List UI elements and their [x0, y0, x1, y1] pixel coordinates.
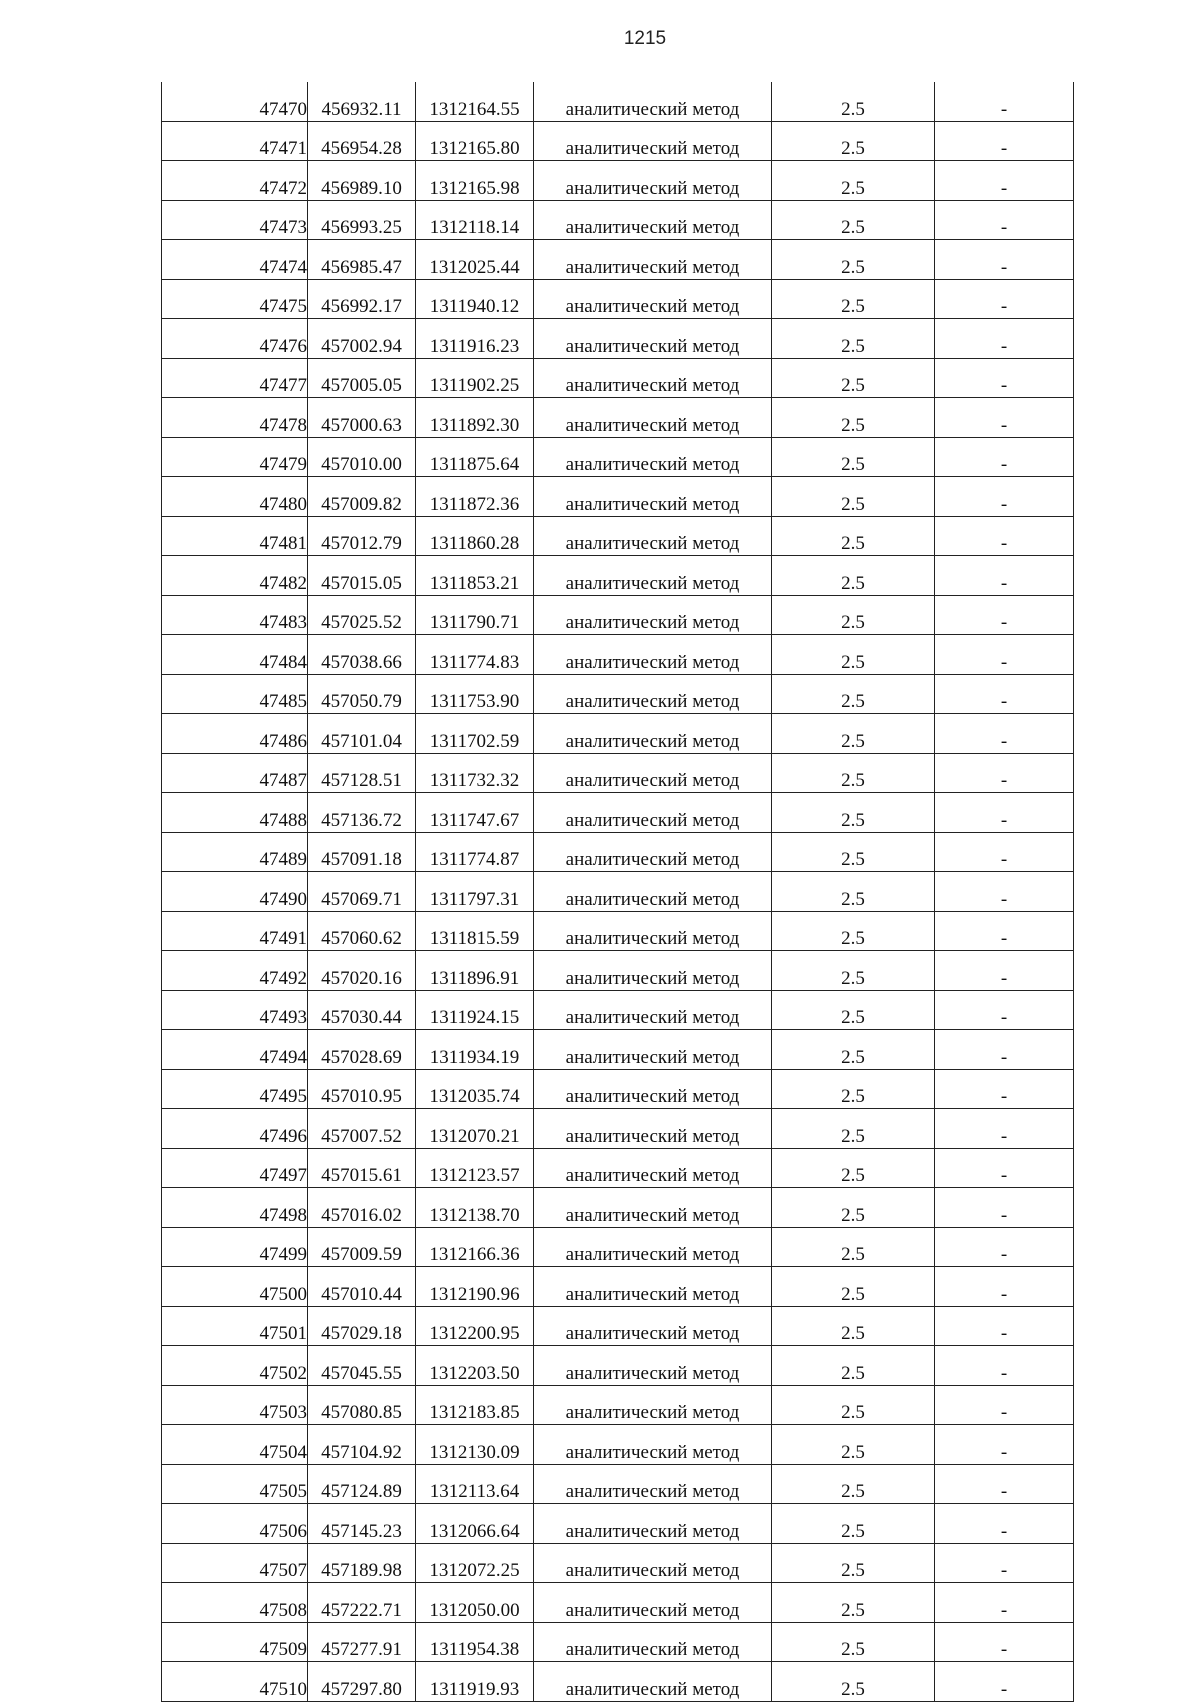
note-cell: -	[935, 911, 1074, 951]
accuracy-cell: 2.5	[772, 1346, 935, 1386]
table-row	[162, 1425, 1074, 1465]
y-coordinate-cell: 1312165.98	[416, 161, 534, 201]
method-cell: аналитический метод	[534, 911, 772, 951]
note-cell: -	[935, 1109, 1074, 1149]
point-number-cell: 47507	[162, 1543, 308, 1583]
table-row	[162, 358, 1074, 398]
method-cell: аналитический метод	[534, 121, 772, 161]
accuracy-cell: 2.5	[772, 82, 935, 121]
point-number-cell: 47479	[162, 437, 308, 477]
accuracy-cell: 2.5	[772, 1267, 935, 1307]
table-row	[162, 1385, 1074, 1425]
accuracy-cell: 2.5	[772, 1385, 935, 1425]
y-coordinate-cell: 1311902.25	[416, 358, 534, 398]
accuracy-cell: 2.5	[772, 1188, 935, 1228]
table-row	[162, 1188, 1074, 1228]
point-number-cell: 47506	[162, 1504, 308, 1544]
method-cell: аналитический метод	[534, 1227, 772, 1267]
note-cell: -	[935, 1148, 1074, 1188]
x-coordinate-cell: 457222.71	[308, 1583, 416, 1623]
point-number-cell: 47476	[162, 319, 308, 359]
y-coordinate-cell: 1312165.80	[416, 121, 534, 161]
x-coordinate-cell: 457101.04	[308, 714, 416, 754]
note-cell: -	[935, 1306, 1074, 1346]
accuracy-cell: 2.5	[772, 437, 935, 477]
x-coordinate-cell: 457005.05	[308, 358, 416, 398]
table-row	[162, 990, 1074, 1030]
accuracy-cell: 2.5	[772, 1227, 935, 1267]
note-cell: -	[935, 319, 1074, 359]
point-number-cell: 47485	[162, 674, 308, 714]
accuracy-cell: 2.5	[772, 200, 935, 240]
accuracy-cell: 2.5	[772, 832, 935, 872]
accuracy-cell: 2.5	[772, 595, 935, 635]
note-cell: -	[935, 161, 1074, 201]
point-number-cell: 47504	[162, 1425, 308, 1465]
note-cell: -	[935, 1385, 1074, 1425]
accuracy-cell: 2.5	[772, 1464, 935, 1504]
point-number-cell: 47498	[162, 1188, 308, 1228]
table-row	[162, 437, 1074, 477]
y-coordinate-cell: 1311815.59	[416, 911, 534, 951]
y-coordinate-cell: 1311732.32	[416, 753, 534, 793]
y-coordinate-cell: 1312118.14	[416, 200, 534, 240]
note-cell: -	[935, 1188, 1074, 1228]
table-row	[162, 714, 1074, 754]
x-coordinate-cell: 457069.71	[308, 872, 416, 912]
accuracy-cell: 2.5	[772, 911, 935, 951]
y-coordinate-cell: 1311934.19	[416, 1030, 534, 1070]
method-cell: аналитический метод	[534, 1583, 772, 1623]
x-coordinate-cell: 457038.66	[308, 635, 416, 675]
note-cell: -	[935, 82, 1074, 121]
note-cell: -	[935, 1227, 1074, 1267]
point-number-cell: 47470	[162, 82, 308, 121]
note-cell: -	[935, 1543, 1074, 1583]
accuracy-cell: 2.5	[772, 1148, 935, 1188]
note-cell: -	[935, 200, 1074, 240]
x-coordinate-cell: 457060.62	[308, 911, 416, 951]
x-coordinate-cell: 457012.79	[308, 516, 416, 556]
method-cell: аналитический метод	[534, 1504, 772, 1544]
x-coordinate-cell: 456932.11	[308, 82, 416, 121]
note-cell: -	[935, 635, 1074, 675]
note-cell: -	[935, 951, 1074, 991]
point-number-cell: 47497	[162, 1148, 308, 1188]
point-number-cell: 47481	[162, 516, 308, 556]
accuracy-cell: 2.5	[772, 1662, 935, 1702]
x-coordinate-cell: 457277.91	[308, 1622, 416, 1662]
y-coordinate-cell: 1311875.64	[416, 437, 534, 477]
accuracy-cell: 2.5	[772, 951, 935, 991]
note-cell: -	[935, 1267, 1074, 1307]
point-number-cell: 47475	[162, 279, 308, 319]
method-cell: аналитический метод	[534, 1267, 772, 1307]
point-number-cell: 47508	[162, 1583, 308, 1623]
x-coordinate-cell: 457002.94	[308, 319, 416, 359]
note-cell: -	[935, 832, 1074, 872]
method-cell: аналитический метод	[534, 1030, 772, 1070]
x-coordinate-cell: 457009.59	[308, 1227, 416, 1267]
accuracy-cell: 2.5	[772, 793, 935, 833]
note-cell: -	[935, 358, 1074, 398]
method-cell: аналитический метод	[534, 872, 772, 912]
point-number-cell: 47473	[162, 200, 308, 240]
x-coordinate-cell: 457128.51	[308, 753, 416, 793]
table-row	[162, 1109, 1074, 1149]
accuracy-cell: 2.5	[772, 1622, 935, 1662]
x-coordinate-cell: 457015.05	[308, 556, 416, 596]
method-cell: аналитический метод	[534, 358, 772, 398]
point-number-cell: 47490	[162, 872, 308, 912]
method-cell: аналитический метод	[534, 832, 772, 872]
note-cell: -	[935, 516, 1074, 556]
note-cell: -	[935, 1504, 1074, 1544]
point-number-cell: 47499	[162, 1227, 308, 1267]
accuracy-cell: 2.5	[772, 161, 935, 201]
note-cell: -	[935, 872, 1074, 912]
table-row	[162, 161, 1074, 201]
y-coordinate-cell: 1311924.15	[416, 990, 534, 1030]
point-number-cell: 47493	[162, 990, 308, 1030]
method-cell: аналитический метод	[534, 437, 772, 477]
method-cell: аналитический метод	[534, 1188, 772, 1228]
y-coordinate-cell: 1312166.36	[416, 1227, 534, 1267]
point-number-cell: 47509	[162, 1622, 308, 1662]
y-coordinate-cell: 1311774.83	[416, 635, 534, 675]
method-cell: аналитический метод	[534, 1622, 772, 1662]
y-coordinate-cell: 1312066.64	[416, 1504, 534, 1544]
note-cell: -	[935, 398, 1074, 438]
method-cell: аналитический метод	[534, 595, 772, 635]
x-coordinate-cell: 457124.89	[308, 1464, 416, 1504]
method-cell: аналитический метод	[534, 793, 772, 833]
method-cell: аналитический метод	[534, 674, 772, 714]
y-coordinate-cell: 1312164.55	[416, 82, 534, 121]
table-row	[162, 1662, 1074, 1702]
accuracy-cell: 2.5	[772, 398, 935, 438]
note-cell: -	[935, 1425, 1074, 1465]
point-number-cell: 47477	[162, 358, 308, 398]
point-number-cell: 47483	[162, 595, 308, 635]
note-cell: -	[935, 990, 1074, 1030]
point-number-cell: 47494	[162, 1030, 308, 1070]
note-cell: -	[935, 240, 1074, 280]
point-number-cell: 47488	[162, 793, 308, 833]
y-coordinate-cell: 1312050.00	[416, 1583, 534, 1623]
note-cell: -	[935, 1030, 1074, 1070]
y-coordinate-cell: 1312123.57	[416, 1148, 534, 1188]
point-number-cell: 47486	[162, 714, 308, 754]
point-number-cell: 47482	[162, 556, 308, 596]
y-coordinate-cell: 1312113.64	[416, 1464, 534, 1504]
method-cell: аналитический метод	[534, 556, 772, 596]
table-row	[162, 1504, 1074, 1544]
x-coordinate-cell: 457030.44	[308, 990, 416, 1030]
y-coordinate-cell: 1311916.23	[416, 319, 534, 359]
table-row	[162, 1148, 1074, 1188]
method-cell: аналитический метод	[534, 1425, 772, 1465]
accuracy-cell: 2.5	[772, 516, 935, 556]
accuracy-cell: 2.5	[772, 1306, 935, 1346]
note-cell: -	[935, 477, 1074, 517]
accuracy-cell: 2.5	[772, 1425, 935, 1465]
method-cell: аналитический метод	[534, 1385, 772, 1425]
table-row	[162, 516, 1074, 556]
accuracy-cell: 2.5	[772, 1543, 935, 1583]
method-cell: аналитический метод	[534, 753, 772, 793]
table-row	[162, 240, 1074, 280]
accuracy-cell: 2.5	[772, 1504, 935, 1544]
table-row	[162, 82, 1074, 121]
x-coordinate-cell: 457145.23	[308, 1504, 416, 1544]
point-number-cell: 47503	[162, 1385, 308, 1425]
note-cell: -	[935, 556, 1074, 596]
method-cell: аналитический метод	[534, 635, 772, 675]
point-number-cell: 47505	[162, 1464, 308, 1504]
x-coordinate-cell: 457000.63	[308, 398, 416, 438]
note-cell: -	[935, 121, 1074, 161]
point-number-cell: 47471	[162, 121, 308, 161]
x-coordinate-cell: 457029.18	[308, 1306, 416, 1346]
page-number: 1215	[623, 28, 667, 49]
note-cell: -	[935, 595, 1074, 635]
table-row	[162, 477, 1074, 517]
note-cell: -	[935, 1346, 1074, 1386]
table-row	[162, 1267, 1074, 1307]
point-number-cell: 47510	[162, 1662, 308, 1702]
accuracy-cell: 2.5	[772, 1583, 935, 1623]
method-cell: аналитический метод	[534, 714, 772, 754]
note-cell: -	[935, 793, 1074, 833]
method-cell: аналитический метод	[534, 1306, 772, 1346]
y-coordinate-cell: 1312035.74	[416, 1069, 534, 1109]
point-number-cell: 47496	[162, 1109, 308, 1149]
y-coordinate-cell: 1311853.21	[416, 556, 534, 596]
method-cell: аналитический метод	[534, 990, 772, 1030]
method-cell: аналитический метод	[534, 398, 772, 438]
accuracy-cell: 2.5	[772, 240, 935, 280]
method-cell: аналитический метод	[534, 82, 772, 121]
x-coordinate-cell: 456993.25	[308, 200, 416, 240]
y-coordinate-cell: 1312203.50	[416, 1346, 534, 1386]
table-row	[162, 1069, 1074, 1109]
x-coordinate-cell: 456989.10	[308, 161, 416, 201]
method-cell: аналитический метод	[534, 240, 772, 280]
x-coordinate-cell: 457045.55	[308, 1346, 416, 1386]
point-number-cell: 47492	[162, 951, 308, 991]
method-cell: аналитический метод	[534, 161, 772, 201]
method-cell: аналитический метод	[534, 1464, 772, 1504]
accuracy-cell: 2.5	[772, 279, 935, 319]
x-coordinate-cell: 457091.18	[308, 832, 416, 872]
table-row	[162, 1346, 1074, 1386]
table-row	[162, 1583, 1074, 1623]
note-cell: -	[935, 437, 1074, 477]
table-row	[162, 911, 1074, 951]
x-coordinate-cell: 457007.52	[308, 1109, 416, 1149]
method-cell: аналитический метод	[534, 516, 772, 556]
method-cell: аналитический метод	[534, 477, 772, 517]
x-coordinate-cell: 457297.80	[308, 1662, 416, 1702]
accuracy-cell: 2.5	[772, 1069, 935, 1109]
accuracy-cell: 2.5	[772, 477, 935, 517]
coordinates-table-body	[162, 82, 1074, 1701]
note-cell: -	[935, 1069, 1074, 1109]
y-coordinate-cell: 1311860.28	[416, 516, 534, 556]
x-coordinate-cell: 457050.79	[308, 674, 416, 714]
x-coordinate-cell: 457020.16	[308, 951, 416, 991]
y-coordinate-cell: 1312183.85	[416, 1385, 534, 1425]
table-row	[162, 832, 1074, 872]
table-row	[162, 398, 1074, 438]
y-coordinate-cell: 1312138.70	[416, 1188, 534, 1228]
method-cell: аналитический метод	[534, 1346, 772, 1386]
table-row	[162, 556, 1074, 596]
note-cell: -	[935, 1583, 1074, 1623]
table-row	[162, 1030, 1074, 1070]
point-number-cell: 47495	[162, 1069, 308, 1109]
y-coordinate-cell: 1311702.59	[416, 714, 534, 754]
accuracy-cell: 2.5	[772, 753, 935, 793]
method-cell: аналитический метод	[534, 1069, 772, 1109]
coordinates-table	[161, 82, 1074, 1702]
note-cell: -	[935, 1662, 1074, 1702]
method-cell: аналитический метод	[534, 319, 772, 359]
y-coordinate-cell: 1311747.67	[416, 793, 534, 833]
point-number-cell: 47489	[162, 832, 308, 872]
x-coordinate-cell: 456954.28	[308, 121, 416, 161]
x-coordinate-cell: 457016.02	[308, 1188, 416, 1228]
y-coordinate-cell: 1311774.87	[416, 832, 534, 872]
y-coordinate-cell: 1311892.30	[416, 398, 534, 438]
y-coordinate-cell: 1311919.93	[416, 1662, 534, 1702]
table-row	[162, 1227, 1074, 1267]
x-coordinate-cell: 457136.72	[308, 793, 416, 833]
accuracy-cell: 2.5	[772, 121, 935, 161]
table-row	[162, 674, 1074, 714]
table-row	[162, 200, 1074, 240]
table-row	[162, 319, 1074, 359]
point-number-cell: 47480	[162, 477, 308, 517]
table-row	[162, 872, 1074, 912]
y-coordinate-cell: 1311872.36	[416, 477, 534, 517]
point-number-cell: 47500	[162, 1267, 308, 1307]
table-row	[162, 121, 1074, 161]
table-row	[162, 951, 1074, 991]
point-number-cell: 47478	[162, 398, 308, 438]
accuracy-cell: 2.5	[772, 714, 935, 754]
y-coordinate-cell: 1312025.44	[416, 240, 534, 280]
x-coordinate-cell: 456992.17	[308, 279, 416, 319]
table-row	[162, 1306, 1074, 1346]
x-coordinate-cell: 457009.82	[308, 477, 416, 517]
method-cell: аналитический метод	[534, 1109, 772, 1149]
accuracy-cell: 2.5	[772, 1109, 935, 1149]
y-coordinate-cell: 1312130.09	[416, 1425, 534, 1465]
x-coordinate-cell: 456985.47	[308, 240, 416, 280]
accuracy-cell: 2.5	[772, 635, 935, 675]
accuracy-cell: 2.5	[772, 358, 935, 398]
note-cell: -	[935, 1464, 1074, 1504]
point-number-cell: 47491	[162, 911, 308, 951]
table-row	[162, 595, 1074, 635]
note-cell: -	[935, 1622, 1074, 1662]
y-coordinate-cell: 1311940.12	[416, 279, 534, 319]
note-cell: -	[935, 279, 1074, 319]
table-row	[162, 635, 1074, 675]
table-row	[162, 279, 1074, 319]
y-coordinate-cell: 1311790.71	[416, 595, 534, 635]
x-coordinate-cell: 457010.00	[308, 437, 416, 477]
x-coordinate-cell: 457028.69	[308, 1030, 416, 1070]
y-coordinate-cell: 1311753.90	[416, 674, 534, 714]
method-cell: аналитический метод	[534, 279, 772, 319]
method-cell: аналитический метод	[534, 1662, 772, 1702]
x-coordinate-cell: 457080.85	[308, 1385, 416, 1425]
y-coordinate-cell: 1311797.31	[416, 872, 534, 912]
x-coordinate-cell: 457104.92	[308, 1425, 416, 1465]
note-cell: -	[935, 674, 1074, 714]
point-number-cell: 47484	[162, 635, 308, 675]
accuracy-cell: 2.5	[772, 872, 935, 912]
point-number-cell: 47502	[162, 1346, 308, 1386]
method-cell: аналитический метод	[534, 200, 772, 240]
x-coordinate-cell: 457010.44	[308, 1267, 416, 1307]
table-row	[162, 793, 1074, 833]
point-number-cell: 47472	[162, 161, 308, 201]
x-coordinate-cell: 457015.61	[308, 1148, 416, 1188]
x-coordinate-cell: 457010.95	[308, 1069, 416, 1109]
y-coordinate-cell: 1311896.91	[416, 951, 534, 991]
y-coordinate-cell: 1312070.21	[416, 1109, 534, 1149]
accuracy-cell: 2.5	[772, 556, 935, 596]
x-coordinate-cell: 457025.52	[308, 595, 416, 635]
y-coordinate-cell: 1311954.38	[416, 1622, 534, 1662]
y-coordinate-cell: 1312072.25	[416, 1543, 534, 1583]
x-coordinate-cell: 457189.98	[308, 1543, 416, 1583]
point-number-cell: 47487	[162, 753, 308, 793]
accuracy-cell: 2.5	[772, 990, 935, 1030]
y-coordinate-cell: 1312190.96	[416, 1267, 534, 1307]
accuracy-cell: 2.5	[772, 674, 935, 714]
method-cell: аналитический метод	[534, 951, 772, 991]
table-row	[162, 1622, 1074, 1662]
table-row	[162, 1464, 1074, 1504]
method-cell: аналитический метод	[534, 1543, 772, 1583]
note-cell: -	[935, 753, 1074, 793]
method-cell: аналитический метод	[534, 1148, 772, 1188]
accuracy-cell: 2.5	[772, 319, 935, 359]
table-row	[162, 1543, 1074, 1583]
y-coordinate-cell: 1312200.95	[416, 1306, 534, 1346]
note-cell: -	[935, 714, 1074, 754]
point-number-cell: 47501	[162, 1306, 308, 1346]
accuracy-cell: 2.5	[772, 1030, 935, 1070]
point-number-cell: 47474	[162, 240, 308, 280]
table-row	[162, 753, 1074, 793]
